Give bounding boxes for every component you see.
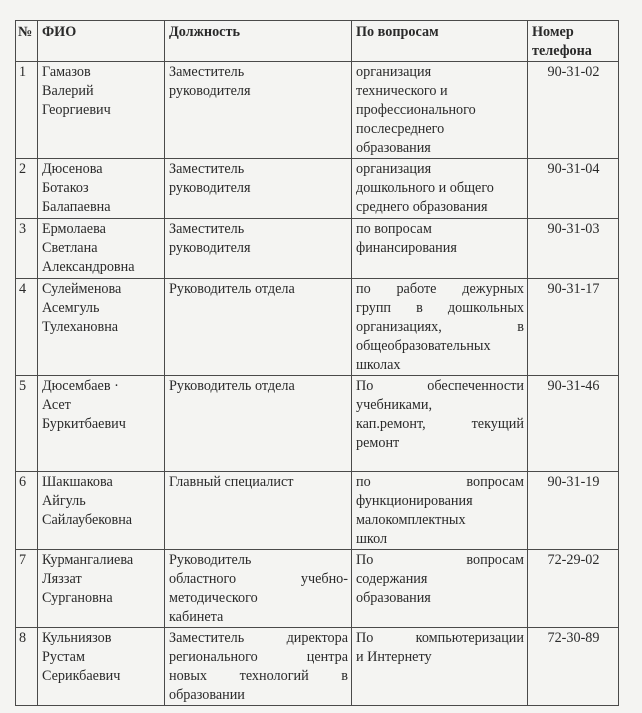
row-number-text: 7 [19, 552, 27, 568]
topic-cell [352, 62, 528, 159]
position-line: Руководитель [169, 552, 252, 568]
name-line: Сайлаубековна [42, 512, 133, 528]
position-line: методического [169, 590, 258, 606]
phone-cell [528, 219, 619, 279]
phone-cell [528, 62, 619, 159]
phone-cell [528, 550, 619, 628]
topic-cell [352, 472, 528, 550]
topic-line: по вопросам [356, 474, 524, 490]
name-line: Дюсембаев · [42, 378, 119, 394]
full-name-cell [38, 279, 165, 376]
topic-line: функционирования [356, 493, 473, 509]
topic-cell [352, 279, 528, 376]
phone-number: 90-31-19 [547, 474, 600, 490]
topic-cell [352, 219, 528, 279]
name-line: Буркитбаевич [42, 416, 126, 432]
position-line: руководителя [169, 240, 251, 256]
position-line: Заместитель директора [169, 630, 348, 646]
topic-line: по работе дежурных [356, 281, 524, 297]
name-line: Георгиевич [42, 102, 111, 118]
name-line: Гамазов [42, 64, 91, 80]
full-name-cell [38, 219, 165, 279]
header-topic: По вопросам [352, 21, 528, 62]
position-line: новых технологий в [169, 668, 348, 684]
name-line: Валерий [42, 83, 94, 99]
table-row [16, 472, 619, 550]
topic-line: технического и [356, 83, 448, 99]
name-line: Сулейменова [42, 281, 122, 297]
table-row [16, 62, 619, 159]
row-number-text: 6 [19, 474, 27, 490]
topic-line: учебниками, [356, 397, 433, 413]
topic-line: дошкольного и общего [356, 180, 494, 196]
position-cell [165, 159, 352, 219]
topic-cell [352, 550, 528, 628]
table-row [16, 279, 619, 376]
topic-line: ремонт [356, 435, 400, 451]
phone-cell [528, 472, 619, 550]
name-line: Балапаевна [42, 199, 111, 215]
name-line: Ермолаева [42, 221, 106, 237]
position-cell [165, 628, 352, 706]
topic-line: и Интернету [356, 649, 432, 665]
topic-line: организациях, в [356, 319, 524, 335]
topic-line: образования [356, 140, 431, 156]
phone-number: 90-31-04 [547, 161, 600, 177]
contacts-table [15, 20, 619, 706]
topic-line: школах [356, 357, 401, 373]
row-number [16, 62, 38, 159]
header-position: Должность [165, 21, 352, 62]
row-number-text: 5 [19, 378, 27, 394]
phone-number: 72-29-02 [547, 552, 600, 568]
phone-number: 90-31-17 [547, 281, 600, 297]
phone-cell [528, 159, 619, 219]
full-name-cell [38, 62, 165, 159]
topic-line: школ [356, 531, 388, 547]
position-line: Заместитель [169, 161, 245, 177]
table-row [16, 550, 619, 628]
table-row [16, 376, 619, 472]
topic-line: По вопросам [356, 552, 524, 568]
position-line: кабинета [169, 609, 224, 625]
topic-cell [352, 159, 528, 219]
header-num: № [16, 21, 38, 62]
topic-line: среднего образования [356, 199, 488, 215]
position-line: областного учебно- [169, 571, 348, 587]
row-number-text: 8 [19, 630, 27, 646]
header-name: ФИО [38, 21, 165, 62]
topic-line: послесреднего [356, 121, 445, 137]
topic-line: профессионального [356, 102, 476, 118]
name-line: Асет [42, 397, 71, 413]
phone-number: 90-31-02 [547, 64, 600, 80]
position-line: образовании [169, 687, 245, 703]
position-cell [165, 279, 352, 376]
phone-cell [528, 628, 619, 706]
topic-line: По компьютеризации [356, 630, 524, 646]
position-line: Заместитель [169, 221, 245, 237]
phone-cell [528, 376, 619, 472]
row-number [16, 376, 38, 472]
full-name-cell [38, 472, 165, 550]
topic-cell [352, 376, 528, 472]
row-number [16, 628, 38, 706]
phone-number: 72-30-89 [547, 630, 600, 646]
phone-cell [528, 279, 619, 376]
full-name-cell [38, 376, 165, 472]
position-line: Заместитель [169, 64, 245, 80]
name-line: Айгуль [42, 493, 86, 509]
topic-line: организация [356, 161, 432, 177]
topic-line: содержания [356, 571, 428, 587]
name-line: Сургановна [42, 590, 113, 606]
row-number [16, 550, 38, 628]
row-number-text: 3 [19, 221, 27, 237]
header-phone: Номер телефона [528, 21, 619, 62]
name-line: Ботакоз [42, 180, 89, 196]
topic-line: организация [356, 64, 432, 80]
name-line: Курмангалиева [42, 552, 134, 568]
position-cell [165, 550, 352, 628]
position-line: Руководитель отдела [169, 281, 295, 297]
table-row [16, 219, 619, 279]
name-line: Кульниязов [42, 630, 112, 646]
name-line: Асемгуль [42, 300, 100, 316]
row-number [16, 472, 38, 550]
topic-line: общеобразовательных [356, 338, 491, 354]
row-number [16, 279, 38, 376]
row-number [16, 219, 38, 279]
name-line: Александровна [42, 259, 135, 275]
row-number-text: 2 [19, 161, 27, 177]
phone-number: 90-31-03 [547, 221, 600, 237]
full-name-cell [38, 550, 165, 628]
full-name-cell [38, 159, 165, 219]
position-cell [165, 62, 352, 159]
topic-line: образования [356, 590, 431, 606]
name-line: Рустам [42, 649, 85, 665]
name-line: Шакшакова [42, 474, 113, 490]
full-name-cell [38, 628, 165, 706]
position-cell [165, 472, 352, 550]
position-line: Руководитель отдела [169, 378, 295, 394]
position-cell [165, 219, 352, 279]
topic-line: финансирования [356, 240, 457, 256]
phone-number: 90-31-46 [547, 378, 600, 394]
position-line: Главный специалист [169, 474, 294, 490]
topic-line: по вопросам [356, 221, 432, 237]
topic-line: По обеспеченности [356, 378, 524, 394]
position-cell [165, 376, 352, 472]
position-line: руководителя [169, 180, 251, 196]
table-row [16, 628, 619, 706]
table-header-row [16, 21, 619, 62]
table-body [16, 62, 619, 706]
row-number-text: 4 [19, 281, 27, 297]
topic-line: малокомплектных [356, 512, 466, 528]
position-line: регионального центра [169, 649, 348, 665]
topic-line: кап.ремонт, текущий [356, 416, 524, 432]
topic-line: групп в дошкольных [356, 300, 524, 316]
position-line: руководителя [169, 83, 251, 99]
table-row [16, 159, 619, 219]
topic-cell [352, 628, 528, 706]
row-number-text: 1 [19, 64, 27, 80]
name-line: Серикбаевич [42, 668, 121, 684]
row-number [16, 159, 38, 219]
name-line: Дюсенова [42, 161, 103, 177]
name-line: Светлана [42, 240, 98, 256]
name-line: Тулехановна [42, 319, 119, 335]
name-line: Ляззат [42, 571, 82, 587]
